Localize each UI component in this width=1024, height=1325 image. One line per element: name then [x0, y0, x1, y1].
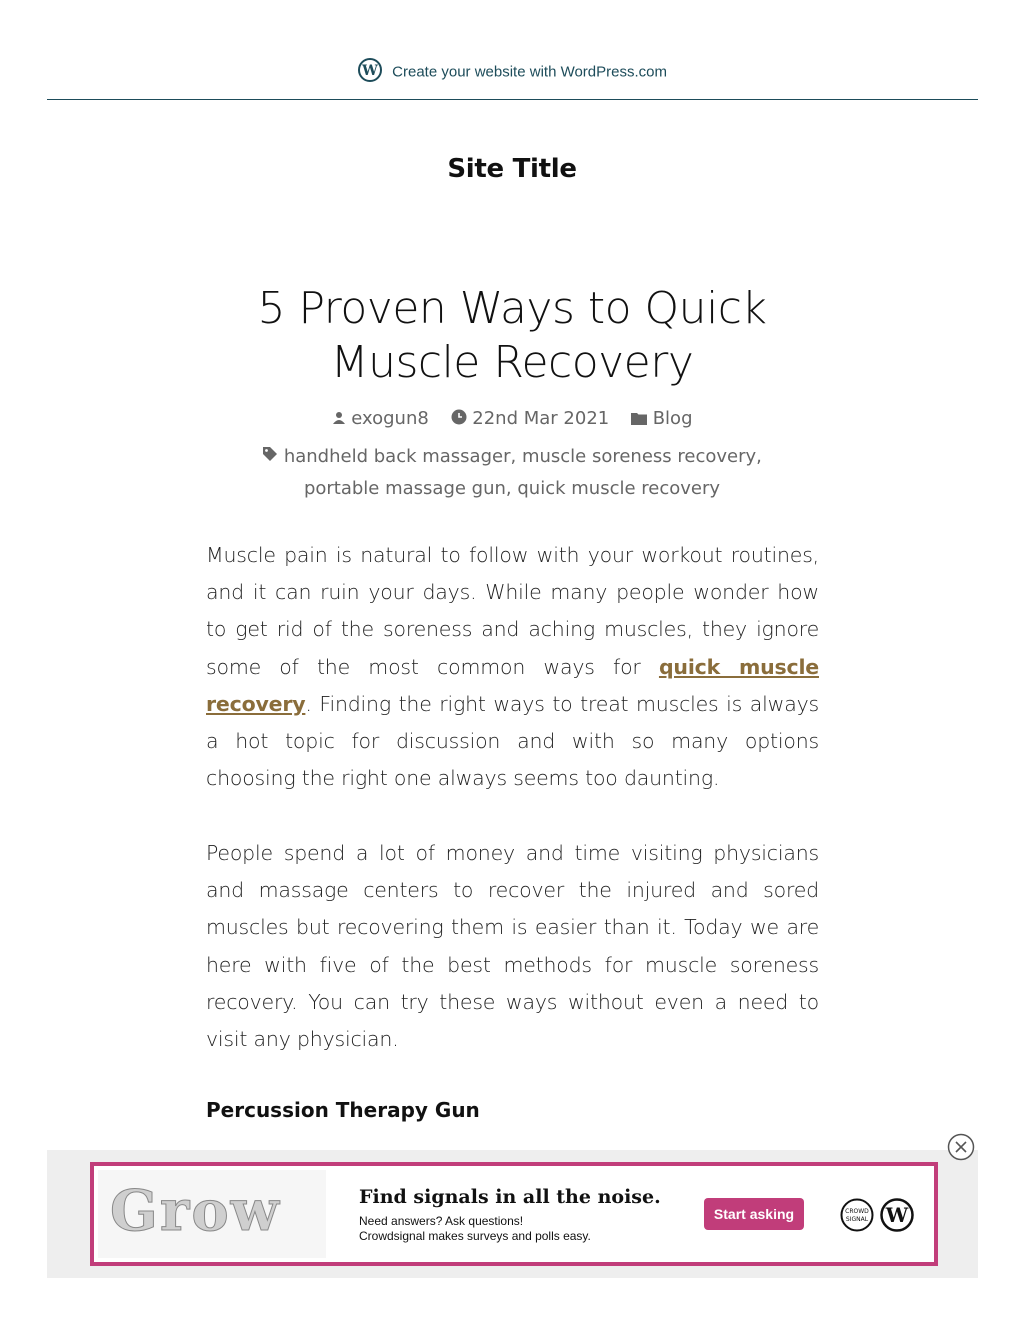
svg-text:W: W: [885, 1203, 909, 1227]
svg-text:SIGNAL: SIGNAL: [845, 1216, 869, 1223]
section-heading: Percussion Therapy Gun: [206, 1098, 480, 1122]
ad-banner[interactable]: [90, 1162, 938, 1266]
site-title[interactable]: Site Title: [447, 154, 577, 184]
tag-link[interactable]: portable massage gun: [303, 478, 506, 499]
post-title-line-2: Muscle Recovery: [330, 337, 694, 388]
quick-muscle-recovery-link[interactable]: quick muscle recovery: [206, 654, 819, 716]
create-website-link[interactable]: Create your website with WordPress.com: [392, 63, 667, 81]
date-link[interactable]: 22nd Mar 2021: [472, 408, 610, 429]
wordpress-logo-icon[interactable]: [358, 58, 382, 82]
author-link[interactable]: exogun8: [351, 408, 429, 429]
post-title-line-1: 5 Proven Ways to Quick: [257, 283, 767, 334]
post-meta: [150, 408, 874, 430]
user-icon: [332, 409, 346, 430]
wordpress-banner: [47, 0, 978, 100]
svg-text:CROWD: CROWD: [845, 1208, 869, 1215]
clock-icon: [451, 409, 467, 430]
paragraph-2: People spend a lot of money and time visiting physicians and massage centers to recover the injured and sored muscles but recovering them is easier than it. Today we are here with five of the best methods for muscle soreness recovery. You can try these ways without even a need to visit any physician.: [206, 841, 819, 1052]
wordpress-logo-icon: [880, 1198, 914, 1232]
close-icon[interactable]: [947, 1133, 975, 1161]
ad-grow-image: [98, 1170, 326, 1258]
ad-subtext-1: Need answers? Ask questions!: [359, 1214, 524, 1228]
paragraph-1: [206, 537, 819, 797]
folder-icon: [631, 409, 647, 430]
tag-icon: [262, 441, 278, 473]
paragraph-1-text-b: . Finding the right ways to treat muscles is always a hot topic for discussion and with so many options choosing the right one always seems too daunting.: [206, 691, 819, 791]
svg-text:W: W: [362, 63, 378, 79]
tag-link[interactable]: muscle soreness recovery: [521, 446, 757, 467]
start-asking-button[interactable]: Start asking: [704, 1198, 804, 1230]
paragraph-1-text-a: Muscle pain is natural to follow with your workout routines, and it can ruin your days. While many people wonder how to get rid of the soreness and aching muscles, they ignore some of the most common ways for: [206, 543, 819, 679]
post-tags: handheld back massager, muscle soreness recovery, portable massage gun, quick muscle recovery: [150, 441, 874, 505]
category-link[interactable]: Blog: [652, 408, 693, 429]
tag-link[interactable]: quick muscle recovery: [517, 478, 721, 499]
tag-link[interactable]: handheld back massager: [283, 446, 511, 467]
ad-headline: Find signals in all the noise.: [359, 1186, 661, 1208]
wordpress-banner-link-row[interactable]: [47, 60, 978, 84]
crowdsignal-logo-icon: [840, 1198, 874, 1232]
ad-grow-text: Grow: [110, 1178, 281, 1244]
post-title: [200, 282, 824, 390]
ad-subtext-2: Crowdsignal makes surveys and polls easy.: [359, 1229, 591, 1243]
